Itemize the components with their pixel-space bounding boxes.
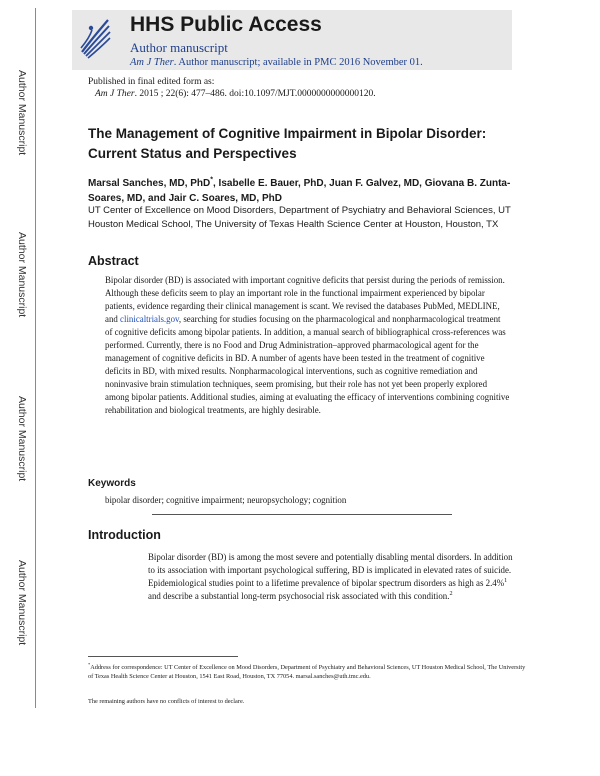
article-title: The Management of Cognitive Impairment in Bipolar Disorder: Current Status and Perspectives	[88, 126, 487, 161]
header-citation-journal: Am J Ther	[130, 57, 174, 68]
first-author: Marsal Sanches, MD, PhD	[88, 178, 211, 189]
section-divider	[152, 514, 452, 515]
introduction-heading: Introduction	[88, 528, 161, 542]
abstract-heading: Abstract	[88, 254, 139, 268]
keywords-list: bipolar disorder; cognitive impairment; neuropsychology; cognition	[105, 495, 347, 505]
published-citation	[95, 89, 376, 99]
header-citation-rest: . Author manuscript; available in PMC 2016 November 01.	[173, 57, 423, 68]
published-details: . 2015 ; 22(6): 477–486. doi:10.1097/MJT.0000000000000120.	[134, 89, 376, 99]
correspondence-footnote	[88, 663, 528, 681]
published-journal: Am J Ther	[95, 89, 135, 99]
header-citation	[130, 57, 423, 68]
footnote-star: *	[88, 661, 91, 667]
author-list	[88, 176, 528, 206]
sidebar-label-2: Author Manuscript	[16, 232, 28, 318]
sidebar-label-3: Author Manuscript	[16, 396, 28, 482]
correspondence-text: Address for correspondence: UT Center of Excellence on Mood Disorders, Department of Psychiatry and Behavioral Sciences, UT Houston Medical School, The University of Texas Health Science Center at Houston, 1541 East Road, Houston, TX 77054. marsal.sanches@uth.tmc.edu.	[88, 664, 526, 680]
sidebar-label-4: Author Manuscript	[16, 560, 28, 646]
intro-part-2: and describe a substantial long-term psychosocial risk associated with this condition.	[148, 591, 450, 601]
clinicaltrials-link[interactable]: clinicaltrials.gov	[120, 314, 179, 324]
header-title: HHS Public Access	[130, 13, 322, 36]
keywords-heading: Keywords	[88, 478, 136, 489]
conflicts-footnote: The remaining authors have no conflicts of interest to declare.	[88, 698, 245, 705]
sidebar-divider	[35, 8, 36, 708]
other-authors: , Isabelle E. Bauer, PhD, Juan F. Galvez, MD, Giovana B. Zunta-Soares, MD, and Jair C. Soares, MD, PhD	[88, 178, 511, 204]
introduction-body	[148, 551, 518, 603]
footnote-divider	[88, 656, 238, 657]
reference-2-link[interactable]: 2	[449, 590, 453, 598]
hhs-eagle-logo-icon	[78, 14, 112, 60]
published-label: Published in final edited form as:	[88, 77, 215, 87]
sidebar-label-1: Author Manuscript	[16, 70, 28, 156]
intro-part-1: Bipolar disorder (BD) is among the most severe and potentially disabling mental disorders. In addition to its association with important psychological suffering, BD is implicated in elevated rates of suicide. Epidemiological studies point to a lifetime prevalence of bipolar spectrum disorders as high as 2.4%	[148, 552, 513, 588]
abstract-part-2: , searching for studies focusing on the pharmacological and nonpharmacological treatment of cognitive deficits among bipolar patients. In addition, a manual search of bibliographical cross-references was performed. Currently, there is no Food and Drug Administration–approved pharmacological agent for the management of cognitive deficits in BD. A number of agents have been tested in the treatment of cognitive deficits in BD, with mixed results. Nonpharmacological interventions, such as cognitive remediation and noninvasive brain stimulation techniques, seem promising, but their role has not yet been properly explored among bipolar patients. Additional studies, aiming at evaluating the efficacy of interventions combining cognitive rehabilitation and biological treatments, are highly desirable.	[105, 314, 510, 415]
affiliation: UT Center of Excellence on Mood Disorders, Department of Psychiatry and Behavioral Sciences, UT Houston Medical School, The University of Texas Health Science Center at Houston, Houston, TX	[88, 205, 511, 230]
abstract-part-1: Bipolar disorder (BD) is associated with important cognitive deficits that persist during the periods of remission. Although these deficits seem to play an important role in the functional impairment experienced by bipolar patients, evidence regarding their clinical management is scant. We revised the databases PubMed, MEDLINE, and	[105, 275, 505, 324]
abstract-body	[105, 274, 510, 417]
reference-1-link[interactable]: 1	[504, 577, 508, 585]
author-star: *	[210, 176, 213, 184]
header-subtitle: Author manuscript	[130, 40, 228, 55]
